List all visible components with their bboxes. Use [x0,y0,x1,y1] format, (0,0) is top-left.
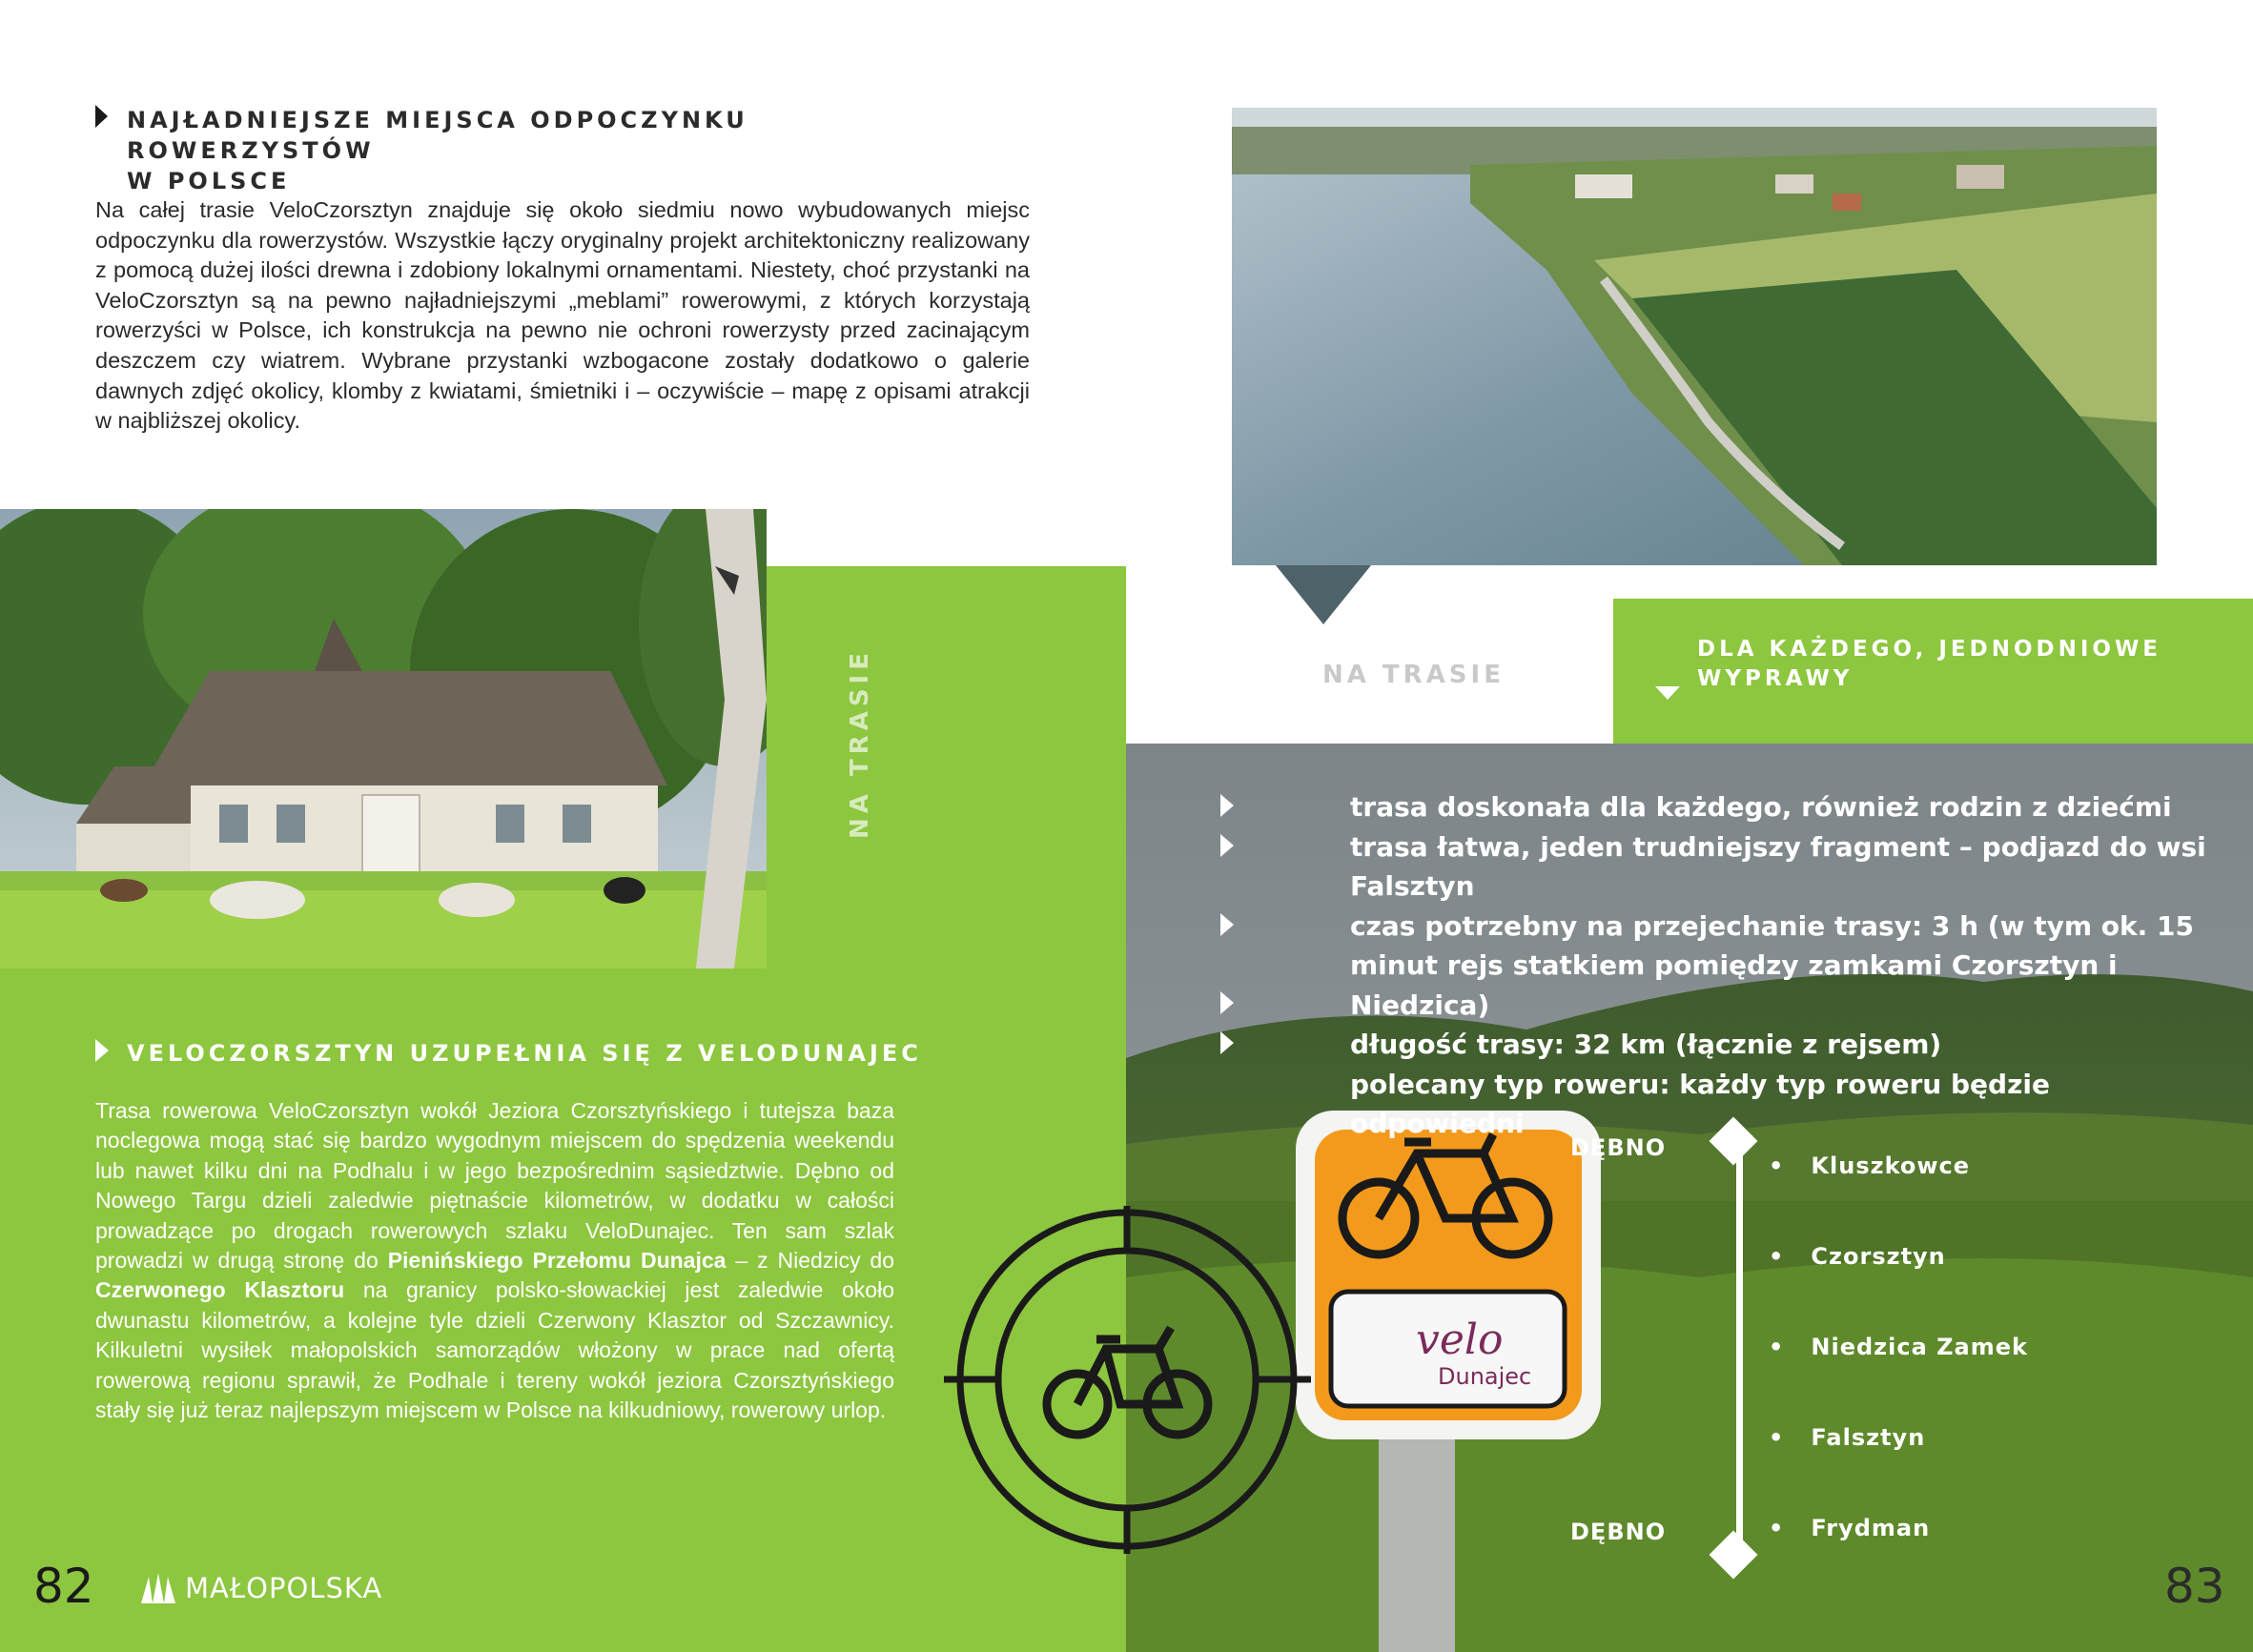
malopolska-logo-icon [139,1571,177,1605]
section2-arrow-icon [95,1039,109,1062]
trip-type-text [1697,635,2161,694]
section2-text-2: – z Niedzicy do [726,1248,894,1274]
section1-title [127,105,985,196]
route-stop-label: Frydman [1811,1515,1931,1541]
bullet-arrow-icon [1220,834,1234,857]
vertical-label-na-trasie: NA TRASIE [846,648,874,839]
section2-bold-1: Pienińskiego Przełomu Dunajca [387,1248,727,1274]
route-stop: • Niedzica Zamek [1769,1334,2028,1360]
bullet-arrow-icon [1220,913,1234,936]
trip-type-line1: DLA KAŻDEGO, JEDNODNIOWE [1697,637,2162,662]
trip-detail-4: długość trasy: 32 km (łącznie z rejsem) [1350,1029,1942,1060]
trip-detail-3-cont: minut rejs statkiem pomiędzy zamkami Czorsztyn i Niedzica) [1350,949,2118,1021]
section2-body [95,1096,894,1425]
bullet-arrow-icon [1220,991,1234,1014]
trip-detail-3: czas potrzebny na przejechanie trasy: 3 h (w tym ok. 15 [1350,909,2194,942]
heading-arrow-icon [95,105,108,128]
trip-detail-1: trasa doskonała dla każdego, również rodzin z dziećmi [1350,791,2172,823]
photo-pointer [1276,565,1371,624]
trip-detail-2-cont: Falsztyn [1350,870,1475,902]
trip-type-tag [1613,599,2253,744]
route-stop: • Frydman [1769,1515,1931,1541]
green-pointer [767,710,824,790]
chevron-down-icon [1655,686,1680,700]
section2-title: VELOCZORSZTYN UZUPEŁNIA SIĘ Z VELODUNAJEC [127,1040,922,1067]
sign-dunajec-text: Dunajec [1438,1363,1532,1390]
trip-type-line2: WYPRAWY [1697,666,1854,691]
trip-detail-5: polecany typ roweru: każdy typ roweru będzie odpowiedni [1350,1068,2050,1139]
route-stop-label: Niedzica Zamek [1811,1334,2028,1360]
malopolska-logo-text: MAŁOPOLSKA [185,1572,383,1604]
section1-title-line2: W POLSCE [127,168,291,194]
page-number-right: 83 [2164,1559,2225,1614]
na-trasie-label: NA TRASIE [1322,661,1505,689]
section1-title-line1: NAJŁADNIEJSZE MIEJSCA ODPOCZYNKU ROWERZYSTÓW [127,107,748,164]
route-stop-label: Czorsztyn [1811,1243,1946,1270]
malopolska-logo [139,1571,382,1605]
sign-velo-text: velo [1416,1315,1504,1364]
page-number-left: 82 [33,1559,94,1614]
trip-detail-2: trasa łatwa, jeden trudniejszy fragment – podjazd do wsi [1350,830,2206,863]
route-stop-label: Falsztyn [1811,1424,1926,1451]
route-line [1736,1144,1743,1552]
lake-aerial-photo [1232,108,2157,565]
bullet-arrow-icon [1220,1031,1234,1054]
manor-house-photo [0,509,767,969]
route-stop: • Kluszkowce [1769,1152,1971,1179]
route-start-label: DĘBNO [1570,1134,1667,1161]
bike-target-icon [944,1206,1311,1554]
trip-details-list [1350,787,2208,1144]
section2-text-1: Trasa rowerowa VeloCzorsztyn wokół Jeziora Czorsztyńskiego i tutejsza baza noclegowa mogą stać się bardzo wygodnym miejscem do spędzenia weekendu lub nawet kilku dni na Podhalu i w jego bezpośrednim sąsiedztwie. Dębno od Nowego Targu dzieli zaledwie piętnaście kilometrów, w dodatku w całości prowadzące po drogach rowerowych szlaku VeloDunajec. Ten sam szlak prowadzi w drugą stronę do [95,1098,894,1274]
section2-text-3: na granicy polsko-słowackiej jest zaledwie około dwunastu kilometrów, a kolejne tyle dzieli Czerwony Klasztor od Szczawnicy. Kilkuletni wysiłek małopolskich samorządów włożony w prace nad ofertą rowerową regionu sprawił, że Podhale i tereny wokół jeziora Czorsztyńskiego stały się już teraz najlepszym miejscem w Polsce na kilkudniowy, rowerowy urlop. [95,1277,894,1423]
route-stop: • Czorsztyn [1769,1243,1946,1270]
route-stop: • Falsztyn [1769,1424,1926,1451]
section1-body: Na całej trasie VeloCzorsztyn znajduje się około siedmiu nowo wybudowanych miejsc odpoczynku dla rowerzystów. Wszystkie łączy oryginalny projekt architektoniczny realizowany z pomocą dużej ilości drewna i zdobiony lokalnymi ornamentami. Niestety, choć przystanki na VeloCzorsztyn są na pewno najładniejszymi „meblami” rowerowymi, z których korzystają rowerzyści w Polsce, ich konstrukcja na pewno nie ochroni rowerzysty przed zacinającym deszczem czy wiatrem. Wybrane przystanki wzbogacone zostały dodatkowo o galerie dawnych zdjęć okolicy, klomby z kwiatami, śmietniki i – oczywiście – mapę z opisami atrakcji w najbliższej okolicy. [95,197,1030,434]
bullet-arrow-icon [1220,794,1234,817]
route-end-label: DĘBNO [1570,1519,1667,1545]
section2-bold-2: Czerwonego Klasztoru [95,1277,345,1303]
route-stop-label: Kluszkowce [1811,1152,1971,1179]
